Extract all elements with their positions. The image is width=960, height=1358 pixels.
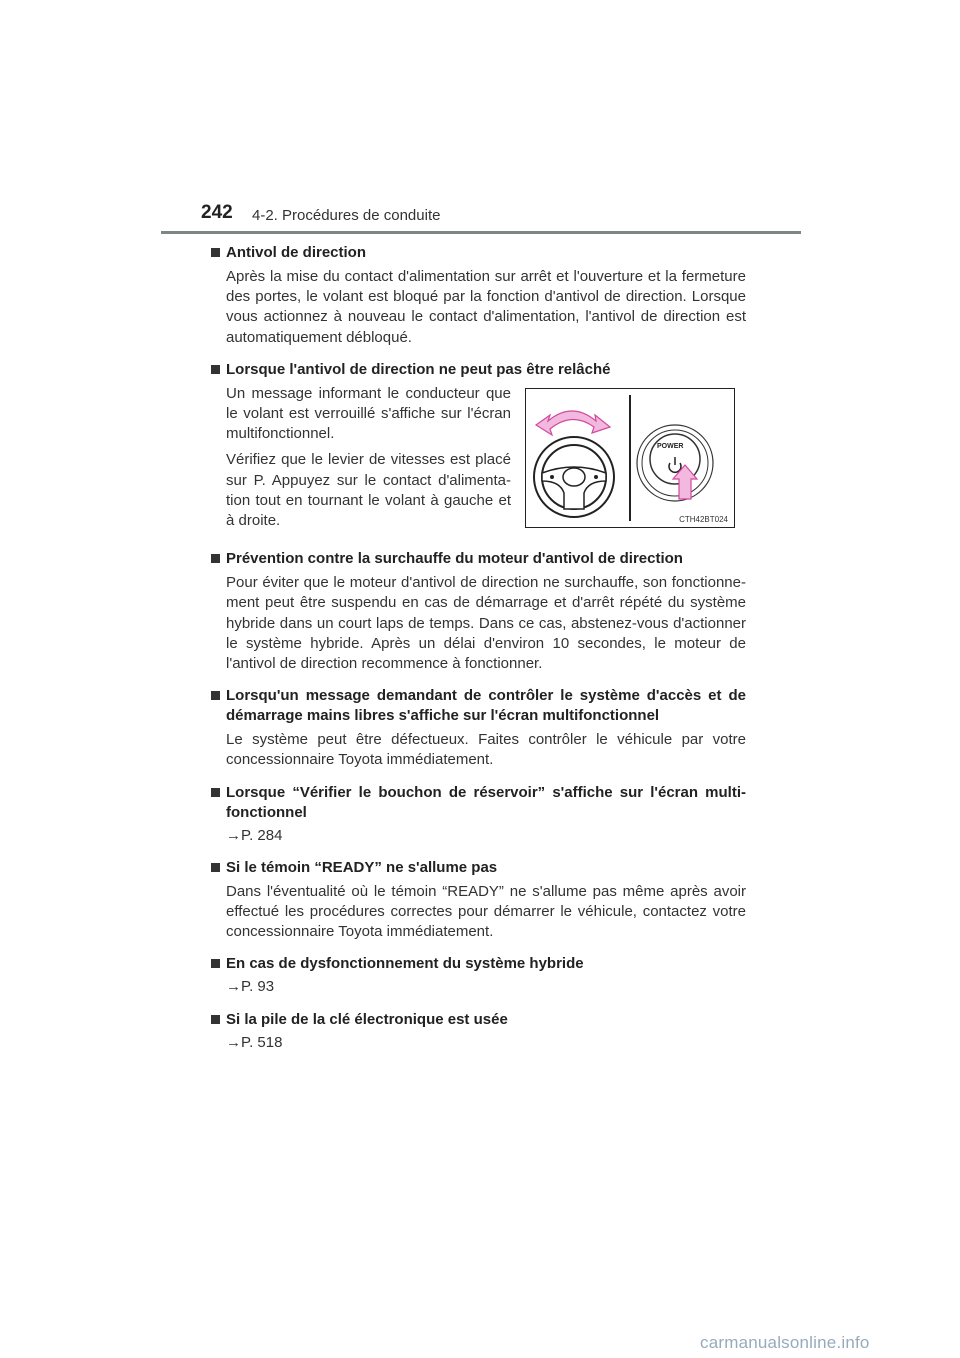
section-key-battery <box>211 1010 746 1053</box>
square-bullet-icon <box>211 365 220 374</box>
section-heading <box>211 549 746 569</box>
square-bullet-icon <box>211 691 220 700</box>
section-hybrid-malfunction <box>211 954 746 997</box>
section-overheat-prevention <box>211 549 746 674</box>
section-lock-not-released <box>211 360 746 537</box>
section-fuel-cap-message <box>211 783 746 846</box>
power-button-icon <box>637 425 713 501</box>
page-reference: →P. 518 <box>226 1033 283 1051</box>
square-bullet-icon <box>211 863 220 872</box>
section-access-system-message <box>211 686 746 770</box>
chapter-title: 4-2. Procédures de conduite <box>252 207 441 224</box>
section-paragraph: Pour éviter que le moteur d'antivol de direction ne surchauffe, son fonctionne-ment peut être suspendu en cas de démarrage et d'arrêt répété du système hybride dans un court laps de temps. Dans ce cas, abstenez-vous d'actionner le système hybride. Après un délai d'environ 10 secondes, le moteur de l'antivol de direction recommence à fonctionner. <box>226 574 746 673</box>
square-bullet-icon <box>211 959 220 968</box>
header-divider <box>161 231 801 234</box>
section-paragraph: Après la mise du contact d'alimentation sur arrêt et l'ouverture et la fermeture des portes, le volant est bloqué par la fonction d'antivol de direction. Lorsque vous actionnez à nouveau le contact d'alimentation, l'antivol de direction est automatiquement débloqué. <box>226 268 746 346</box>
section-title: Si la pile de la clé électronique est usée <box>226 1010 508 1028</box>
section-paragraph: Un message informant le conducteur que le volant est verrouillé s'affiche sur l'écran multifonctionnel. <box>226 384 511 443</box>
section-steering-lock <box>211 243 746 348</box>
section-heading <box>211 1010 746 1030</box>
section-heading <box>211 858 746 878</box>
steering-wheel-icon <box>534 437 614 517</box>
section-title: Lorsque l'antivol de direction ne peut pas être relâché <box>226 360 611 378</box>
section-heading <box>211 360 746 380</box>
section-title: Prévention contre la surchauffe du moteur d'antivol de direction <box>226 550 683 568</box>
page-reference: →P. 93 <box>226 978 275 996</box>
text-with-figure <box>226 384 746 537</box>
section-heading <box>211 686 746 726</box>
section-ready-indicator <box>211 858 746 943</box>
section-paragraph: Dans l'éventualité où le témoin “READY” ne s'allume pas même après avoir effectué les procédures correctes pour démarrer le véhicule, contactez votre concessionnaire Toyota immédiatement. <box>226 882 746 941</box>
watermark-text: carmanualsonline.info <box>700 1333 870 1352</box>
section-title: Lorsqu'un message demandant de contrôler le système d'accès et de démarrage mains libres s'affiche sur l'écran multifonctionnel <box>226 687 746 725</box>
square-bullet-icon <box>211 788 220 797</box>
steering-power-figure <box>525 388 735 528</box>
square-bullet-icon <box>211 248 220 257</box>
page-content <box>211 243 746 1065</box>
section-heading <box>211 783 746 823</box>
page-reference: →P. 284 <box>226 826 283 844</box>
section-heading <box>211 954 746 974</box>
page-number: 242 <box>201 202 233 223</box>
square-bullet-icon <box>211 1015 220 1024</box>
figure-code: CTH42BT024 <box>679 514 728 524</box>
section-title: En cas de dysfonctionnement du système hybride <box>226 955 584 973</box>
section-title: Antivol de direction <box>226 244 367 261</box>
power-label: POWER <box>657 442 684 450</box>
page-header <box>0 0 960 240</box>
section-paragraph: Vérifiez que le levier de vitesses est placé sur P. Appuyez sur le contact d'alimenta-tion tout en tournant le volant à gauche et à droite. <box>226 451 511 530</box>
section-title: Lorsque “Vérifier le bouchon de réservoir” s'affiche sur l'écran multi-fonctionnel <box>226 783 746 821</box>
square-bullet-icon <box>211 554 220 563</box>
section-heading <box>211 243 746 263</box>
section-title: Si le témoin “READY” ne s'allume pas <box>226 858 498 876</box>
section-paragraph: Le système peut être défectueux. Faites contrôler le véhicule par votre concessionnaire Toyota immédiatement. <box>226 731 746 769</box>
rotate-double-arrow-icon <box>536 411 610 435</box>
steering-wheel-power-illustration <box>526 389 734 527</box>
figure-side-text <box>226 384 511 537</box>
